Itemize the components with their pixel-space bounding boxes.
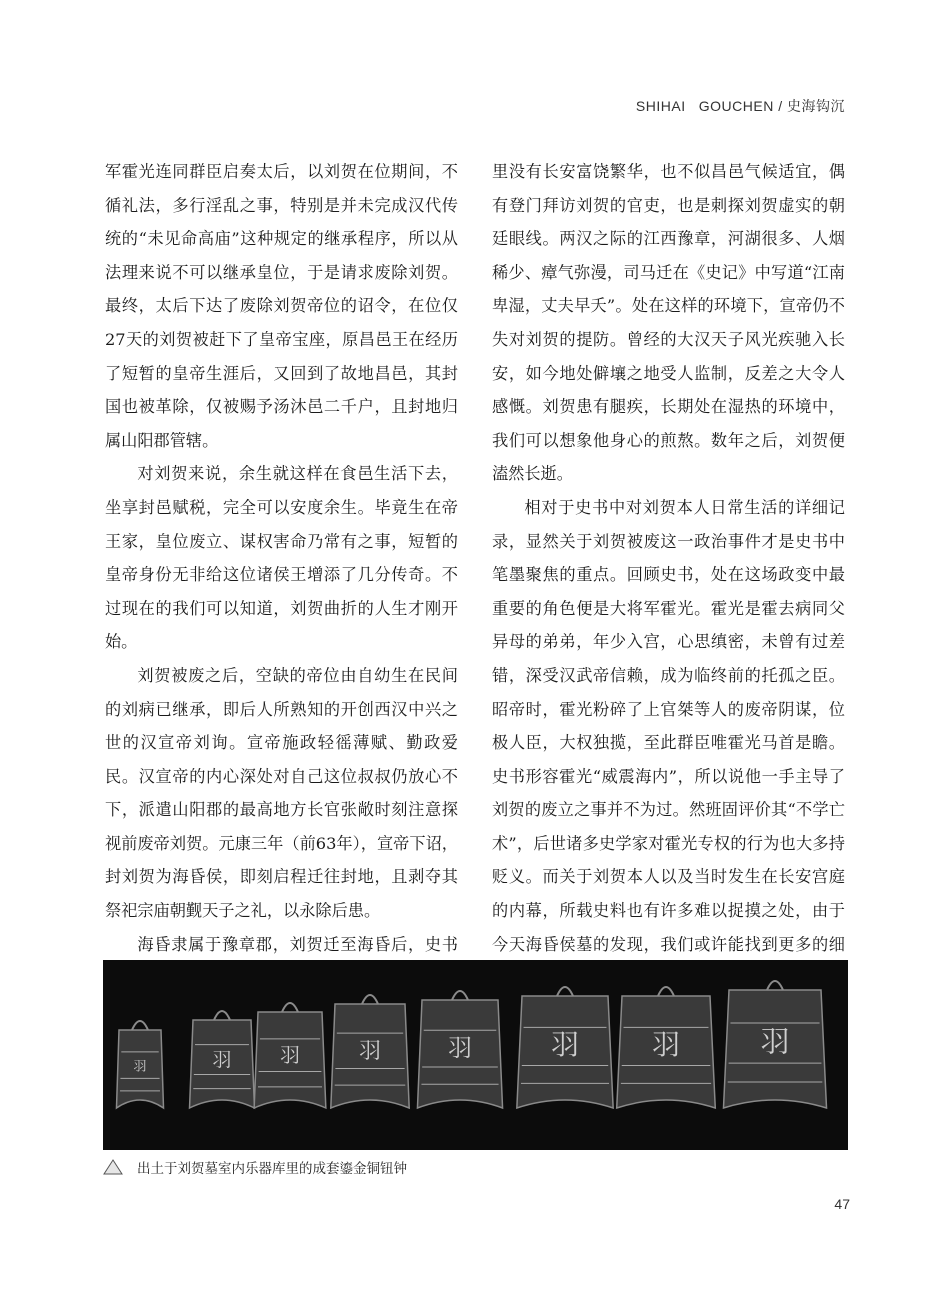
bell (331, 995, 409, 1108)
bell-inscription: 羽 (212, 1048, 232, 1071)
running-header (636, 96, 845, 116)
bell-inscription: 羽 (133, 1059, 147, 1075)
caption-text: 出土于刘贺墓室内乐器库里的成套鎏金铜钮钟 (137, 1161, 407, 1177)
bell-inscription: 羽 (760, 1024, 790, 1059)
bell (254, 1003, 326, 1108)
page-number: 47 (834, 1196, 850, 1212)
bell (190, 1011, 255, 1108)
bell (417, 991, 502, 1108)
header-section-en: SHIHAI GOUCHEN (635, 98, 774, 114)
figure-caption (103, 1156, 407, 1178)
bell-inscription: 羽 (651, 1028, 681, 1062)
left-text-column (105, 155, 458, 995)
bell-inscription: 羽 (448, 1034, 472, 1063)
paragraph: 刘贺被废之后，空缺的帝位由自幼生在民间的刘病已继承，即后人所熟知的开创西汉中兴之世的汉宣帝刘询。宣帝施政轻徭薄赋、勤政爱民。汉宣帝的内心深处对自己这位叔叔仍放心不下，派遣山阳郡的最高地方长官张敞时刻注意探视前废帝刘贺。元康三年（前63年），宣帝下诏，封刘贺为海昏侯，即刻启程迁往封地，且剥夺其祭祀宗庙朝觐天子之礼，以永除后患。 (105, 665, 458, 921)
header-section-cn: / 史海钩沉 (773, 98, 845, 114)
bell (617, 987, 716, 1108)
bronze-bells-photo (103, 960, 848, 1150)
paragraph: 相对于史书中对刘贺本人日常生活的详细记录，显然关于刘贺被废这一政治事件才是史书中笔墨聚焦的重点。回顾史书，处在这场政变中最重要的角色便是大将军霍光。霍光是霍去病同父异母的弟弟，年少入宫，心思缜密，未曾有过差错，深受汉武帝信赖，成为临终前的托孤之臣。昭帝时，霍光粉碎了上官桀等人的废帝阴谋，位极人臣，大权独揽，至此群臣唯霍光马首是瞻。史书形容霍光“威震海内”，所以说他一手主导了刘贺的废立之事并不为过。然班固评价其“不学亡术”，后世诸多史学家对霍光专权的行为也大多持贬义。而关于刘贺本人以及当时发生在长安宫庭的内幕，所载史料也有许多难以捉摸之处，由于今天海昏侯墓的发现，我们或许能找到更多的细 (492, 497, 845, 954)
bell-inscription: 羽 (550, 1028, 580, 1062)
bells-illustration (103, 960, 848, 1150)
bell (116, 1021, 163, 1108)
bell (723, 981, 826, 1108)
paragraph: 军霍光连同群臣启奏太后，以刘贺在位期间，不循礼法，多行淫乱之事，特别是并未完成汉代传统的“未见命高庙”这种规定的继承程序，所以从法理来说不可以继承皇位，于是请求废除刘贺。最终，太后下达了废除刘贺帝位的诏令，在位仅27天的刘贺被赶下了皇帝宝座，原昌邑王在经历了短暂的皇帝生涯后，又回到了故地昌邑，其封国也被革除，仅被赐予汤沐邑二千户，且封地归属山阳郡管辖。 (105, 162, 458, 450)
bell (517, 987, 613, 1108)
paragraph: 里没有长安富饶繁华，也不似昌邑气候适宜，偶有登门拜访刘贺的官吏，也是刺探刘贺虚实的朝廷眼线。两汉之际的江西豫章，河湖很多、人烟稀少、瘴气弥漫，司马迁在《史记》中写道“江南卑湿，丈夫早夭”。处在这样的环境下，宣帝仍不失对刘贺的提防。曾经的大汉天子风光疾驰入长安，如今地处僻壤之地受人监制，反差之大令人感慨。刘贺患有腿疾，长期处在湿热的环境中，我们可以想象他身心的煎熬。数年之后，刘贺便溘然长逝。 (492, 162, 845, 484)
right-text-column (492, 155, 845, 995)
bell-inscription: 羽 (358, 1039, 382, 1065)
triangle-marker-icon (103, 1159, 123, 1175)
paragraph: 对刘贺来说，余生就这样在食邑生活下去，坐享封邑赋税，完全可以安度余生。毕竟生在帝王家，皇位废立、谋权害命乃常有之事，短暂的皇帝身份无非给这位诸侯王增添了几分传奇。不过现在的我们可以知道，刘贺曲折的人生才刚开始。 (105, 464, 458, 652)
bell-inscription: 羽 (280, 1042, 300, 1067)
paragraph: 海昏隶属于豫章郡，刘贺迁至海昏后，史书 (137, 934, 458, 954)
